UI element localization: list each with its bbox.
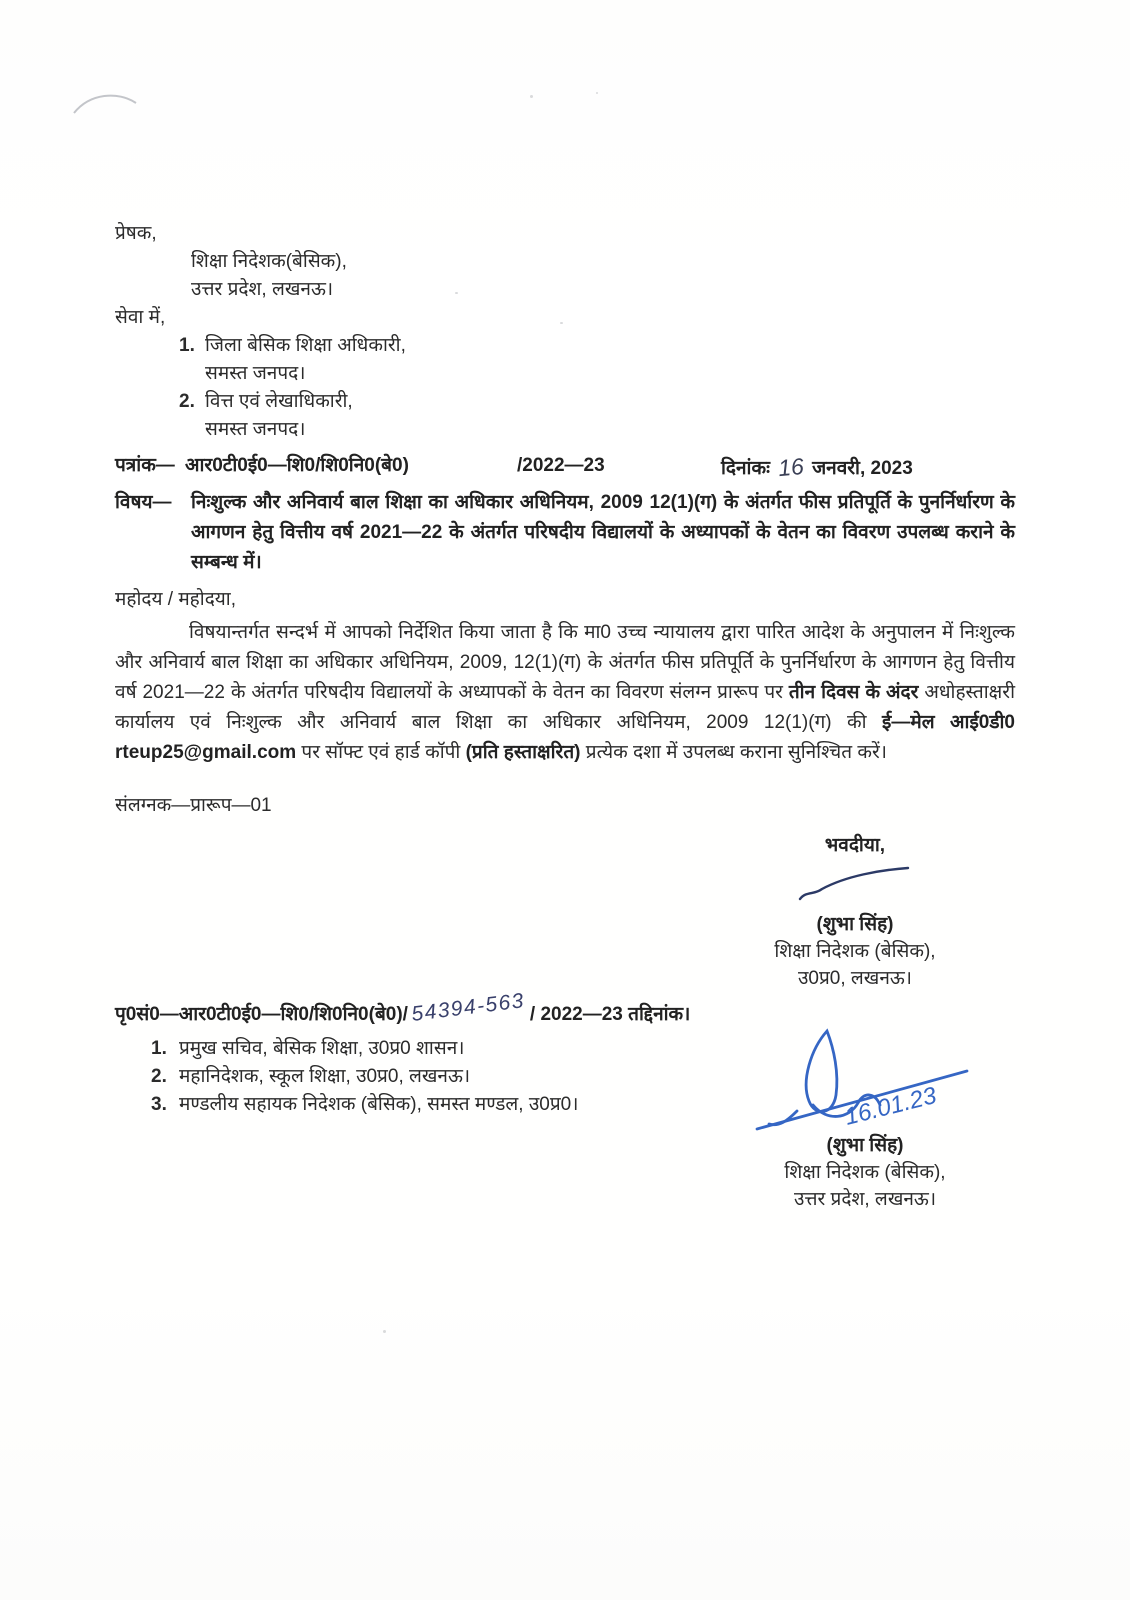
signatory2-place: उत्तर प्रदेश, लखनऊ। xyxy=(793,1189,937,1210)
handwritten-ref-number: 54394-563 xyxy=(410,989,527,1026)
endorsement-prefix: पृ0सं0—आर0टी0ई0—शि0/शि0नि0(बे0)/ xyxy=(115,1004,408,1025)
scan-speckle xyxy=(596,92,598,94)
reference-line xyxy=(115,452,1015,482)
signatory-name: (शुभा सिंह) xyxy=(816,914,894,935)
signatory2-name: (शुभा सिंह) xyxy=(826,1135,904,1156)
body-text: विषयान्तर्गत सन्दर्भ में आपको निर्देशित किया जाता है कि मा0 उच्च न्यायालय द्वारा पारित आदेश के अनुपालन में निःशुल्क और अनिवार्य बाल शिक्षा का अधिकार अधिनियम, 2009, 12(1)(ग) के अंतर्गत फीस प्रतिपूर्ति के पुनर्निर्धारण के आगणन हेतु वित्तीय वर्ष 2021—22 के अंतर्गत परिषदीय विद्यालयों के अध्यापकों के वेतन का विवरण संलग्न प्रारूप पर xyxy=(115,622,1015,703)
cc-text: मण्डलीय सहायक निदेशक (बेसिक), समस्त मण्डल, उ0प्र0। xyxy=(179,1094,579,1115)
recipient-item xyxy=(179,332,1015,388)
cc-item xyxy=(151,1035,775,1063)
signature-date-handwritten: 16.01.23 xyxy=(841,1082,940,1131)
sender-place: उत्तर प्रदेश, लखनऊ। xyxy=(191,279,334,300)
cc-item xyxy=(151,1063,775,1091)
enclosure-note: संलग्नक—प्रारूप—01 xyxy=(115,795,272,816)
cc-number: 1. xyxy=(151,1038,167,1059)
endorsement-block xyxy=(115,989,775,1119)
signature-block xyxy=(715,1025,1015,1213)
recipient-number: 2. xyxy=(179,391,195,412)
signatory2-title: शिक्षा निदेशक (बेसिक), xyxy=(784,1162,946,1183)
scan-speckle xyxy=(530,95,533,98)
scan-speckle xyxy=(383,1330,386,1333)
ref-date xyxy=(721,452,913,483)
body-text: अधोहस्ताक्षरी कार्यालय एवं निःशुल्क और अनिवार्य बाल शिक्षा का अधिकार अधिनियम, 2009 12(1)(ग) की xyxy=(115,682,1015,733)
blue-ink-signature xyxy=(735,1025,995,1140)
endorsement-line xyxy=(115,989,775,1029)
ref-label: पत्रांक— xyxy=(115,455,175,476)
recipient-name: जिला बेसिक शिक्षा अधिकारी, xyxy=(205,335,406,356)
ref-year: /2022—23 xyxy=(517,455,605,476)
ref-number: आर0टी0ई0—शि0/शि0नि0(बे0) xyxy=(185,455,409,476)
handwritten-date-day: 16 xyxy=(777,452,805,482)
body-text: प्रत्येक दशा में उपलब्ध कराना सुनिश्चित करें। xyxy=(580,742,887,763)
closing-block xyxy=(705,832,1005,992)
recipient-list xyxy=(179,332,1015,444)
recipient-scope: समस्त जनपद। xyxy=(205,419,306,440)
recipient-lines xyxy=(205,388,353,444)
body-text-bold: (प्रति हस्ताक्षरित) xyxy=(465,742,581,763)
recipient-scope: समस्त जनपद। xyxy=(205,363,306,384)
recipient-lines xyxy=(205,332,406,388)
date-text: जनवरी, 2023 xyxy=(812,458,913,479)
subject-block xyxy=(115,488,1015,578)
cc-text: प्रमुख सचिव, बेसिक शिक्षा, उ0प्र0 शासन। xyxy=(179,1038,465,1059)
subject-text: निःशुल्क और अनिवार्य बाल शिक्षा का अधिकार अधिनियम, 2009 12(1)(ग) के अंतर्गत फीस प्रतिपूर्ति के पुनर्निर्धारण के आगणन हेतु वित्तीय वर्ष 2021—22 के अंतर्गत परिषदीय विद्यालयों के अध्यापकों के वेतन का विवरण उपलब्ध कराने के सम्बन्ध में। xyxy=(191,492,1015,573)
body-text-bold: तीन दिवस के अंदर xyxy=(788,682,919,703)
cc-item xyxy=(151,1091,775,1119)
endorsement-suffix: / 2022—23 तद्दिनांक। xyxy=(529,1004,691,1025)
subject-label: विषय— xyxy=(115,492,172,513)
body-text: पर सॉफ्ट एवं हार्ड कॉपी xyxy=(296,742,466,763)
sender-label: प्रेषक, xyxy=(115,223,157,244)
cc-list xyxy=(151,1035,775,1119)
to-label: सेवा में, xyxy=(115,307,166,328)
signatory-place: उ0प्र0, लखनऊ। xyxy=(798,968,912,989)
letter-content xyxy=(115,220,1015,820)
salutation: महोदय / महोदया, xyxy=(115,589,236,610)
signature-stroke xyxy=(790,863,920,905)
email-address: rteup25@gmail.com xyxy=(115,742,297,763)
recipient-name: वित्त एवं लेखाधिकारी, xyxy=(205,391,353,412)
recipient-item xyxy=(179,388,1015,444)
cc-number: 2. xyxy=(151,1066,167,1087)
sender-name: शिक्षा निदेशक(बेसिक), xyxy=(191,251,347,272)
signatory-title: शिक्षा निदेशक (बेसिक), xyxy=(774,941,936,962)
pencil-mark xyxy=(70,85,140,120)
cc-text: महानिदेशक, स्कूल शिक्षा, उ0प्र0, लखनऊ। xyxy=(179,1066,471,1087)
body-text-bold: ई—मेल आई0डी0 xyxy=(882,712,1016,733)
recipient-number: 1. xyxy=(179,335,195,356)
cc-number: 3. xyxy=(151,1094,167,1115)
valediction: भवदीया, xyxy=(824,835,886,856)
body-paragraph xyxy=(115,618,1015,768)
date-label: दिनांकः xyxy=(721,458,770,479)
